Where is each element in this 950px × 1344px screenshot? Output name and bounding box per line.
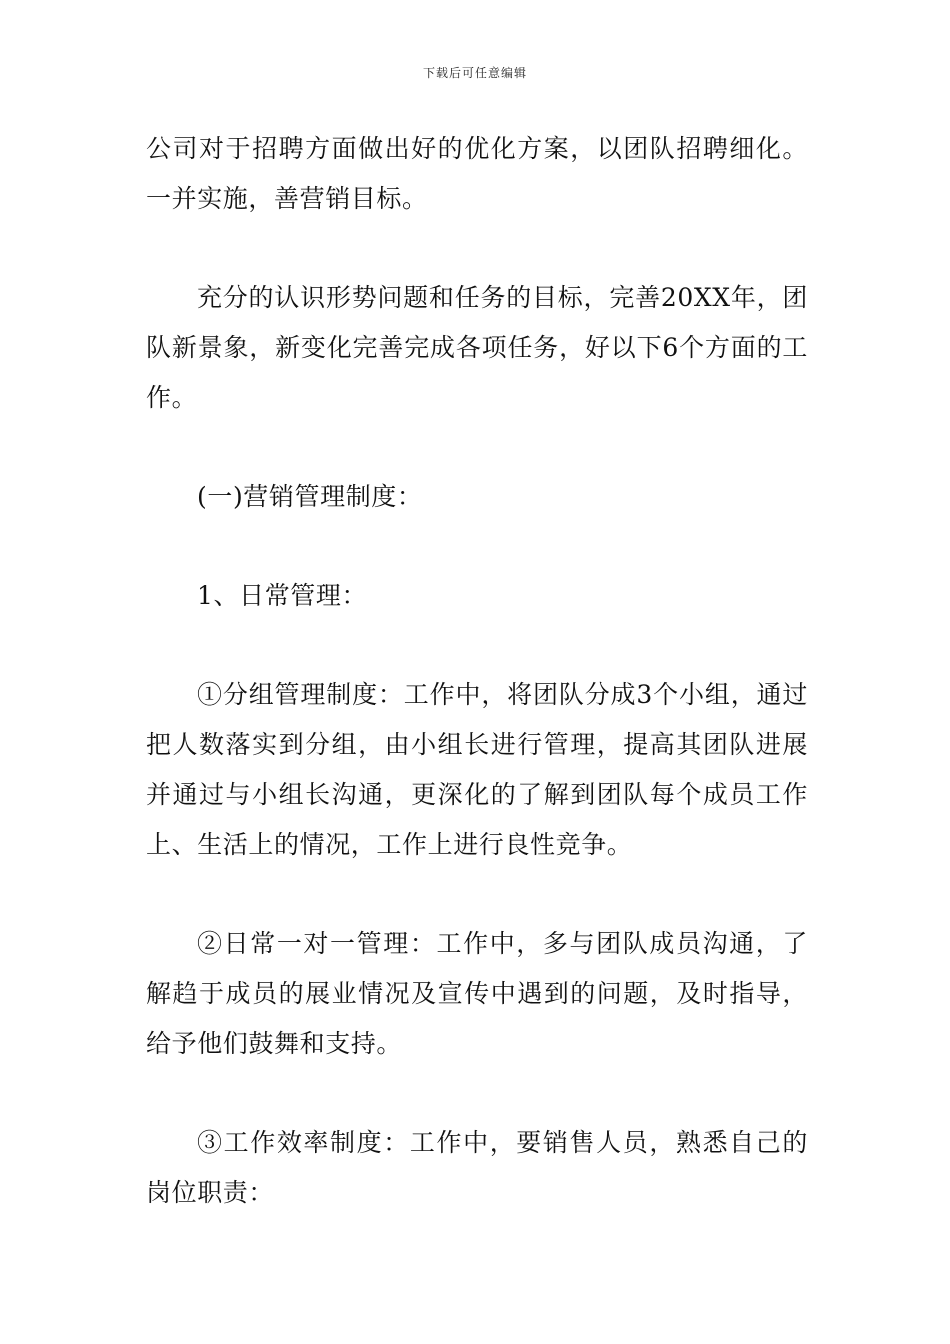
document-body (146, 124, 808, 1267)
paragraph-efficiency: ③工作效率制度：工作中，要销售人员，熟悉自己的岗位职责： (146, 1128, 808, 1207)
paragraph-recruitment: 公司对于招聘方面做出好的优化方案，以团队招聘细化。一并实施，善营销目标。 (146, 134, 808, 213)
paragraph-one-on-one: ②日常一对一管理：工作中，多与团队成员沟通，了解趋于成员的展业情况及宣传中遇到的问题，及时指导，给予他们鼓舞和支持。 (146, 929, 808, 1058)
section-heading-marketing-management: (一)营销管理制度： (197, 482, 423, 511)
paragraph-group-management: ①分组管理制度：工作中，将团队分成3个小组，通过把人数落实到分组，由小组长进行管理，提高其团队进展并通过与小组长沟通，更深化的了解到团队每个成员工作上、生活上的情况，工作上进行良性竞争。 (146, 680, 808, 859)
subheading-daily-management: 1、日常管理： (197, 581, 368, 610)
page-header: 下载后可任意编辑 (422, 66, 527, 80)
paragraph-goals: 充分的认识形势问题和任务的目标，完善20XX年，团队新景象，新变化完善完成各项任务，好以下6个方面的工作。 (146, 283, 808, 412)
